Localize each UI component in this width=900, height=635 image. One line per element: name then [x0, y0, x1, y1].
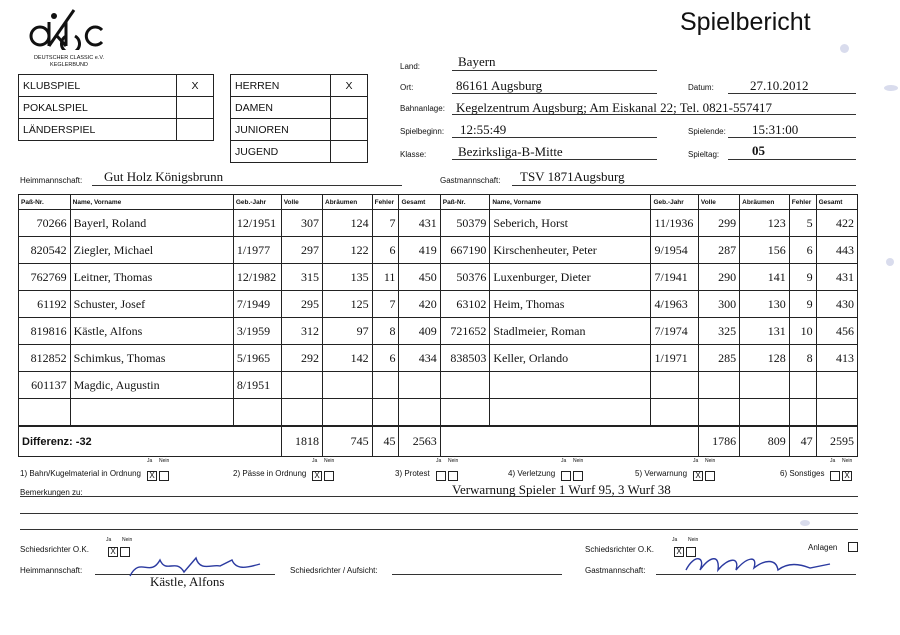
gast-name-cell: Keller, Orlando [490, 345, 651, 372]
gast-fehler-cell [789, 399, 816, 427]
check-ja-checkbox[interactable]: X [693, 471, 703, 481]
heim-volle-cell: 307 [281, 210, 322, 237]
beginn-value: 12:55:49 [460, 122, 507, 137]
heim-volle-cell [281, 372, 322, 399]
gast-gesamt-cell: 456 [816, 318, 857, 345]
gast-pass-cell: 50376 [440, 264, 490, 291]
gast-abr-cell: 131 [740, 318, 790, 345]
summary-row [19, 426, 858, 457]
check-nein-checkbox[interactable] [705, 471, 715, 481]
check-ja-checkbox[interactable] [830, 471, 840, 481]
schiri-gast-label: Schiedsrichter O.K. [585, 545, 654, 554]
heim-pass-cell: 601137 [19, 372, 71, 399]
bahn-label: Bahnanlage: [400, 104, 445, 113]
nein-caption: Nein [688, 537, 699, 543]
table-row [19, 291, 858, 318]
land-label: Land: [400, 62, 421, 71]
sig-schiri-label: Schiedsrichter / Aufsicht: [290, 566, 378, 575]
heim-abr-cell: 135 [323, 264, 373, 291]
gast-team-value: TSV 1871Augsburg [520, 169, 625, 184]
heim-geb-cell: 12/1951 [233, 210, 281, 237]
nein-caption: Nein [324, 458, 335, 464]
gast-abr-cell: 141 [740, 264, 790, 291]
gast-volle-cell: 325 [698, 318, 739, 345]
check-boxes [691, 467, 715, 485]
gast-gesamt-cell: 430 [816, 291, 857, 318]
column-header: Name, Vorname [70, 195, 233, 210]
gast-pass-cell: 667190 [440, 237, 490, 264]
datum-value: 27.10.2012 [750, 78, 809, 93]
heim-fehler-cell [372, 399, 399, 427]
ort-label: Ort: [400, 83, 414, 92]
gast-geb-cell: 4/1963 [651, 291, 698, 318]
spieltyp-label: LÄNDERSPIEL [19, 119, 177, 141]
kategorie-mark[interactable] [331, 119, 368, 141]
nein-caption: Nein [448, 458, 459, 464]
kategorie-mark[interactable] [331, 97, 368, 119]
kategorie-row [231, 97, 368, 119]
heim-volle-cell: 292 [281, 345, 322, 372]
heim-gesamt-cell: 420 [399, 291, 440, 318]
gast-geb-cell: 11/1936 [651, 210, 698, 237]
heim-pass-cell: 762769 [19, 264, 71, 291]
heim-fehler-cell: 7 [372, 291, 399, 318]
heim-gesamt-cell [399, 399, 440, 427]
check-ja-checkbox[interactable]: X [312, 471, 322, 481]
nein-caption: Nein [573, 458, 584, 464]
column-header: Paß-Nr. [19, 195, 71, 210]
heim-abr-cell: 125 [323, 291, 373, 318]
kategorie-label: DAMEN [231, 97, 331, 119]
beginn-label: Spielbeginn: [400, 127, 445, 136]
column-header: Volle [281, 195, 322, 210]
heim-geb-cell: 3/1959 [233, 318, 281, 345]
sig-heim-label: Heimmannschaft: [20, 566, 83, 575]
gast-name-cell: Stadlmeier, Roman [490, 318, 651, 345]
spieltyp-label: POKALSPIEL [19, 97, 177, 119]
heim-label: Heimmannschaft: [20, 176, 83, 185]
heim-gesamt-cell: 450 [399, 264, 440, 291]
scan-speck [840, 44, 849, 53]
gast-volle-cell: 287 [698, 237, 739, 264]
column-header: Geb.-Jahr [651, 195, 698, 210]
heim-fehler-cell: 7 [372, 210, 399, 237]
gast-name-cell [490, 399, 651, 427]
heim-geb-cell: 5/1965 [233, 345, 281, 372]
column-header: Fehler [372, 195, 399, 210]
gast-pass-cell: 63102 [440, 291, 490, 318]
heim-sum-fehler: 45 [372, 426, 399, 457]
spieltag-value: 05 [752, 143, 765, 158]
check-nein-checkbox[interactable] [159, 471, 169, 481]
check-nein-checkbox[interactable]: X [842, 471, 852, 481]
column-header: Name, Vorname [490, 195, 651, 210]
gast-abr-cell: 123 [740, 210, 790, 237]
gast-abr-cell: 128 [740, 345, 790, 372]
land-value: Bayern [458, 54, 496, 69]
results-table [18, 194, 858, 457]
gast-gesamt-cell: 431 [816, 264, 857, 291]
gast-pass-cell: 838503 [440, 345, 490, 372]
spieltyp-row [19, 97, 214, 119]
gast-volle-cell: 290 [698, 264, 739, 291]
dkbc-logo [24, 6, 114, 68]
heim-pass-cell [19, 399, 71, 427]
check-ja-checkbox[interactable]: X [147, 471, 157, 481]
bemerkungen-label: Bemerkungen zu: [20, 488, 83, 497]
gast-volle-cell: 285 [698, 345, 739, 372]
heim-gesamt-cell: 434 [399, 345, 440, 372]
kategorie-table [230, 74, 368, 163]
spieltyp-label: KLUBSPIEL [19, 75, 177, 97]
column-header: Geb.-Jahr [233, 195, 281, 210]
ja-caption: Ja [561, 458, 567, 464]
table-row [19, 399, 858, 427]
heim-team-value: Gut Holz Königsbrunn [104, 169, 224, 184]
ja-caption: Ja [693, 458, 699, 464]
gast-gesamt-cell: 413 [816, 345, 857, 372]
heim-abr-cell [323, 372, 373, 399]
gast-pass-cell: 721652 [440, 318, 490, 345]
gast-name-cell [490, 372, 651, 399]
heim-name-cell: Ziegler, Michael [70, 237, 233, 264]
check-label: 1) Bahn/Kugelmaterial in Ordnung [20, 469, 141, 478]
gast-pass-cell [440, 372, 490, 399]
heim-gesamt-cell: 431 [399, 210, 440, 237]
datum-label: Datum: [688, 83, 714, 92]
heim-fehler-cell: 6 [372, 345, 399, 372]
gast-name-cell: Heim, Thomas [490, 291, 651, 318]
bemerkungen-value: Verwarnung Spieler 1 Wurf 95, 3 Wurf 38 [452, 482, 671, 497]
table-row [19, 210, 858, 237]
gast-geb-cell: 9/1954 [651, 237, 698, 264]
gast-fehler-cell: 6 [789, 237, 816, 264]
check-nein-checkbox[interactable] [573, 471, 583, 481]
anlagen-label: Anlagen [808, 543, 838, 552]
ende-value: 15:31:00 [752, 122, 799, 137]
heim-abr-cell: 122 [323, 237, 373, 264]
heim-volle-cell: 295 [281, 291, 322, 318]
ende-label: Spielende: [688, 127, 726, 136]
gast-geb-cell [651, 372, 698, 399]
gast-label: Gastmannschaft: [440, 176, 501, 185]
spieltyp-mark[interactable]: X [177, 75, 214, 97]
spieltag-label: Spieltag: [688, 150, 720, 159]
gast-fehler-cell: 9 [789, 291, 816, 318]
logo-line2: KEGLERBUND [50, 62, 88, 68]
nein-caption: Nein [705, 458, 716, 464]
gast-geb-cell: 1/1971 [651, 345, 698, 372]
schiri-gast-ja-checkbox[interactable]: X [674, 547, 684, 557]
gast-sum-fehler: 47 [789, 426, 816, 457]
heim-geb-cell: 8/1951 [233, 372, 281, 399]
spieltyp-mark[interactable] [177, 97, 214, 119]
gast-abr-cell: 130 [740, 291, 790, 318]
gast-volle-cell: 300 [698, 291, 739, 318]
klasse-value: Bezirksliga-B-Mitte [458, 144, 563, 159]
kategorie-row [231, 141, 368, 163]
heim-pass-cell: 820542 [19, 237, 71, 264]
ort-value: 86161 Augsburg [456, 78, 543, 93]
column-header: Gesamt [816, 195, 857, 210]
heim-fehler-cell: 6 [372, 237, 399, 264]
kategorie-mark[interactable]: X [331, 75, 368, 97]
gast-pass-cell [440, 399, 490, 427]
gast-geb-cell: 7/1941 [651, 264, 698, 291]
heim-pass-cell: 819816 [19, 318, 71, 345]
ja-caption: Ja [830, 458, 836, 464]
differenz-cell: Differenz: -32 [19, 426, 282, 457]
check-boxes [828, 467, 852, 485]
gast-gesamt-cell: 422 [816, 210, 857, 237]
gast-name-cell: Kirschenheuter, Peter [490, 237, 651, 264]
gast-fehler-cell: 9 [789, 264, 816, 291]
gast-sum-spacer [440, 426, 698, 457]
heim-sum-volle: 1818 [281, 426, 322, 457]
heim-gesamt-cell: 409 [399, 318, 440, 345]
gast-name-cell: Luxenburger, Dieter [490, 264, 651, 291]
heim-geb-cell: 1/1977 [233, 237, 281, 264]
heim-abr-cell: 124 [323, 210, 373, 237]
check-nein-checkbox[interactable] [448, 471, 458, 481]
heim-name-cell: Schuster, Josef [70, 291, 233, 318]
gast-signature [680, 550, 840, 578]
heim-volle-cell: 312 [281, 318, 322, 345]
page-title: Spielbericht [680, 8, 811, 36]
gast-geb-cell: 7/1974 [651, 318, 698, 345]
gast-pass-cell: 50379 [440, 210, 490, 237]
heim-gesamt-cell: 419 [399, 237, 440, 264]
check-label: 6) Sonstiges [780, 469, 825, 478]
heim-abr-cell: 142 [323, 345, 373, 372]
gast-abr-cell [740, 372, 790, 399]
scan-speck [886, 258, 894, 266]
heim-volle-cell: 297 [281, 237, 322, 264]
gast-gesamt-cell: 443 [816, 237, 857, 264]
check-ja-checkbox[interactable] [561, 471, 571, 481]
nein-caption: Nein [842, 458, 853, 464]
gast-abr-cell [740, 399, 790, 427]
table-row [19, 237, 858, 264]
kategorie-label: JUGEND [231, 141, 331, 163]
gast-fehler-cell: 8 [789, 345, 816, 372]
spieltyp-row [19, 75, 214, 97]
table-row [19, 318, 858, 345]
column-header: Abräumen [323, 195, 373, 210]
sig-gast-label: Gastmannschaft: [585, 566, 646, 575]
table-row [19, 345, 858, 372]
heim-geb-cell: 7/1949 [233, 291, 281, 318]
bahn-value: Kegelzentrum Augsburg; Am Eiskanal 22; Tel. 0821-557417 [456, 100, 772, 115]
gast-sum-abr: 809 [740, 426, 790, 457]
gast-gesamt-cell [816, 372, 857, 399]
ja-caption: Ja [312, 458, 318, 464]
heim-geb-cell [233, 399, 281, 427]
gast-abr-cell: 156 [740, 237, 790, 264]
schiri-heim-label: Schiedsrichter O.K. [20, 545, 89, 554]
nein-caption: Nein [122, 537, 133, 543]
heim-name-cell [70, 399, 233, 427]
heim-volle-cell: 315 [281, 264, 322, 291]
klasse-label: Klasse: [400, 150, 427, 159]
heim-abr-cell: 97 [323, 318, 373, 345]
kategorie-label: JUNIOREN [231, 119, 331, 141]
gast-volle-cell [698, 399, 739, 427]
schiri-heim-ja-checkbox[interactable]: X [108, 547, 118, 557]
check-label: 4) Verletzung [508, 469, 556, 478]
gast-fehler-cell [789, 372, 816, 399]
heim-pass-cell: 812852 [19, 345, 71, 372]
heim-fehler-cell: 8 [372, 318, 399, 345]
gast-sum-volle: 1786 [698, 426, 739, 457]
table-row [19, 264, 858, 291]
gast-fehler-cell: 10 [789, 318, 816, 345]
heim-name-cell: Leitner, Thomas [70, 264, 233, 291]
column-header: Gesamt [399, 195, 440, 210]
heim-fehler-cell [372, 372, 399, 399]
scan-speck [800, 520, 810, 526]
check-label: 3) Protest [395, 469, 430, 478]
checks-row [20, 458, 865, 482]
heim-abr-cell [323, 399, 373, 427]
check-label: 5) Verwarnung [635, 469, 688, 478]
heim-name-cell: Bayerl, Roland [70, 210, 233, 237]
nein-caption: Nein [159, 458, 170, 464]
heim-volle-cell [281, 399, 322, 427]
spieltyp-row [19, 119, 214, 141]
check-boxes [145, 467, 169, 485]
heim-sum-gesamt: 2563 [399, 426, 440, 457]
ja-caption: Ja [106, 537, 112, 543]
kategorie-row [231, 119, 368, 141]
check-ja-checkbox[interactable] [436, 471, 446, 481]
gast-gesamt-cell [816, 399, 857, 427]
column-header: Abräumen [740, 195, 790, 210]
table-row [19, 372, 858, 399]
heim-name-cell: Schimkus, Thomas [70, 345, 233, 372]
heim-geb-cell: 12/1982 [233, 264, 281, 291]
gast-fehler-cell: 5 [789, 210, 816, 237]
gast-name-cell: Seberich, Horst [490, 210, 651, 237]
heim-pass-cell: 70266 [19, 210, 71, 237]
spieltyp-table [18, 74, 214, 141]
heim-fehler-cell: 11 [372, 264, 399, 291]
column-header: Paß-Nr. [440, 195, 490, 210]
column-header: Fehler [789, 195, 816, 210]
spieltyp-mark[interactable] [177, 119, 214, 141]
heim-gesamt-cell [399, 372, 440, 399]
column-header: Volle [698, 195, 739, 210]
ja-caption: Ja [436, 458, 442, 464]
heim-pass-cell: 61192 [19, 291, 71, 318]
gast-volle-cell [698, 372, 739, 399]
gast-volle-cell: 299 [698, 210, 739, 237]
check-label: 2) Pässe in Ordnung [233, 469, 307, 478]
ja-caption: Ja [147, 458, 153, 464]
gast-sum-gesamt: 2595 [816, 426, 857, 457]
sig-heim-name: Kästle, Alfons [150, 574, 225, 589]
gast-geb-cell [651, 399, 698, 427]
anlagen-checkbox[interactable] [848, 542, 858, 552]
kategorie-label: HERREN [231, 75, 331, 97]
kategorie-mark[interactable] [331, 141, 368, 163]
heim-sum-abr: 745 [323, 426, 373, 457]
logo-line1: DEUTSCHER CLASSIC e.V. [33, 55, 105, 61]
check-boxes [310, 467, 334, 485]
kategorie-row [231, 75, 368, 97]
heim-name-cell: Kästle, Alfons [70, 318, 233, 345]
scan-speck [884, 85, 898, 91]
heim-name-cell: Magdic, Augustin [70, 372, 233, 399]
ja-caption: Ja [672, 537, 678, 543]
check-nein-checkbox[interactable] [324, 471, 334, 481]
